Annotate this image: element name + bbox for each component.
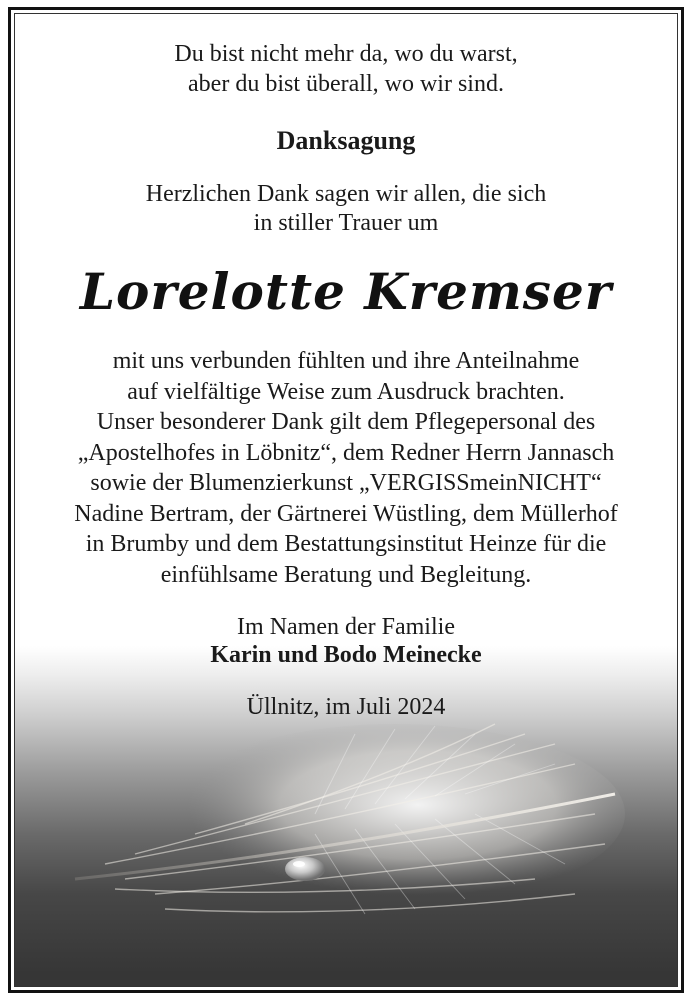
body-line: Unser besonderer Dank gilt dem Pflegepersonal des <box>96 409 596 435</box>
body-line: „Apostelhofes in Löbnitz“, dem Redner Herrn Jannasch <box>77 439 615 466</box>
body-line: Nadine Bertram, der Gärtnerei Wüstling, dem Müllerhof <box>74 500 618 527</box>
intro-text <box>15 180 677 238</box>
heading-danksagung: Danksagung <box>276 126 416 155</box>
intro-line: Herzlichen Dank sagen wir allen, die sich <box>145 181 547 207</box>
family-names: Karin und Bodo Meinecke <box>210 642 482 668</box>
body-line: mit uns verbunden fühlten und ihre Anteilnahme <box>112 348 580 374</box>
body-line: auf vielfältige Weise zum Ausdruck brachten. <box>127 378 565 405</box>
obituary-card <box>14 13 678 987</box>
motto-line: Du bist nicht mehr da, wo du warst, <box>174 41 518 67</box>
motto-line: aber du bist überall, wo wir sind. <box>188 71 504 97</box>
intro-line: in stiller Trauer um <box>253 210 439 236</box>
thanks-body <box>15 346 677 590</box>
body-line: einfühlsame Beratung und Begleitung. <box>160 561 532 588</box>
family-label: Im Namen der Familie <box>237 614 455 640</box>
deceased-name: Lorelotte Kremser <box>79 262 613 321</box>
body-line: in Brumby und dem Bestattungsinstitut Heinze für die <box>85 531 607 557</box>
place-date: Üllnitz, im Juli 2024 <box>246 694 446 720</box>
feather-with-water-drop-image <box>15 704 678 987</box>
body-line: sowie der Blumenzierkunst „VERGISSmeinNICHT“ <box>90 470 602 496</box>
motto <box>15 39 677 99</box>
obituary-frame <box>8 7 684 993</box>
